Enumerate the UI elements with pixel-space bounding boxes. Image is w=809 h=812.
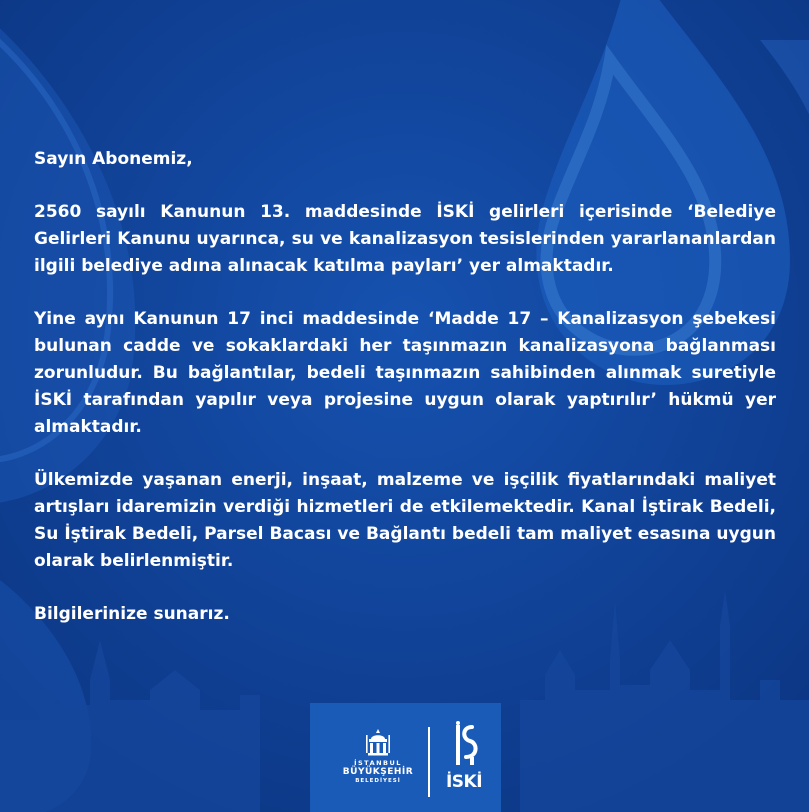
ibb-line-2: BÜYÜKŞEHİR <box>342 767 414 777</box>
logo-bar <box>310 703 501 812</box>
paragraph-3: Ülkemizde yaşanan enerji, inşaat, malzeme ve işçilik fiyatlarındaki maliyet artışları idaremizin verdiği hizmetleri de etkilemektedir. Kanal İştirak Bedeli, Su İştirak Bedeli, Parsel Bacası ve Bağlantı bedeli tam maliyet esasına uygun olarak belirlenmiştir. <box>34 470 776 571</box>
paragraph-2: Yine aynı Kanunun 17 inci maddesinde ‘Madde 17 – Kanalizasyon şebekesi bulunan cadde ve sokaklardaki her taşınmazın kanalizasyona bağlanması zorunludur. Bu bağlantılar, bedeli taşınmazın sahibinden alınmak suretiyle İSKİ tarafından yapılır veya projesine uygun olarak yaptırılır’ hükmü yer almaktadır. <box>34 309 776 437</box>
iski-emblem-icon <box>448 721 480 769</box>
greeting-text: Sayın Abonemiz, <box>34 149 193 169</box>
closing-text: Bilgilerinize sunarız. <box>34 604 230 624</box>
ibb-emblem-icon <box>363 727 393 757</box>
ibb-line-3: BELEDİYESİ <box>355 778 401 784</box>
ibb-logo <box>328 727 428 807</box>
letter-body <box>34 146 776 628</box>
logo-divider <box>428 727 430 797</box>
ibb-line-1: İSTANBUL <box>354 759 402 767</box>
iski-label: İSKİ <box>445 772 483 792</box>
iski-logo <box>440 721 488 807</box>
paragraph-1: 2560 sayılı Kanunun 13. maddesinde İSKİ gelirleri içerisinde ‘Belediye Gelirleri Kanunu uyarınca, su ve kanalizasyon tesislerinden yararlananlardan ilgili belediye adına alınacak katılma payları’ yer almaktadır. <box>34 202 776 276</box>
